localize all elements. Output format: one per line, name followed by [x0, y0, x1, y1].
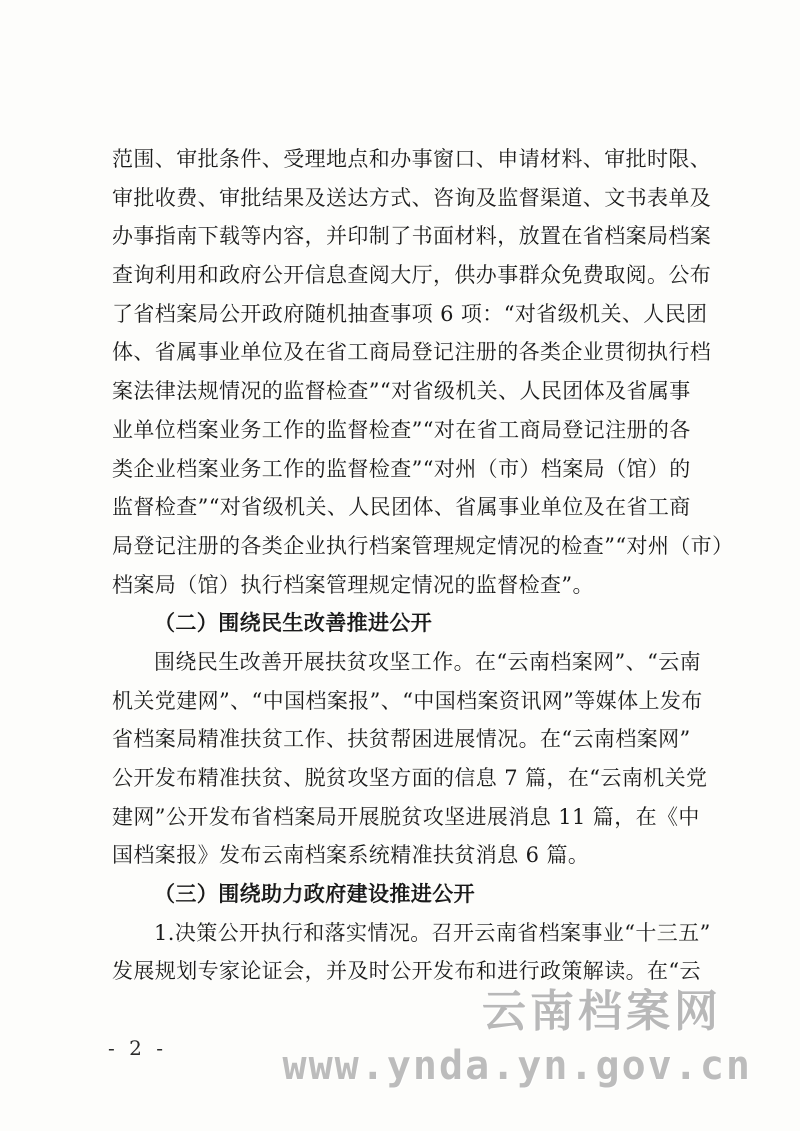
text-line: 体、省属事业单位及在省工商局登记注册的各类企业贯彻执行档: [112, 340, 712, 365]
section-heading: （二）围绕民生改善推进公开: [154, 610, 433, 636]
text-line: 案法律法规情况的监督检查”“对省级机关、人民团体及省属事: [112, 379, 691, 404]
watermark-title: 云南档案网: [482, 986, 722, 1037]
text-line: 发展规划专家论证会，并及时公开发布和进行政策解读。在“云: [112, 959, 701, 984]
text-line: 局登记注册的各类企业执行档案管理规定情况的检查”“对州（市）: [112, 533, 734, 558]
text-line: 审批收费、审批结果及送达方式、咨询及监督渠道、文书表单及: [112, 185, 712, 210]
text-line: 1.决策公开执行和落实情况。召开云南省档案事业“十三五”: [154, 920, 711, 945]
text-line: 国档案报》发布云南档案系统精准扶贫消息 6 篇。: [112, 843, 590, 868]
text-line: 省档案局精准扶贫工作、扶贫帮困进展情况。在“云南档案网”: [112, 727, 691, 752]
text-line: 档案局（馆）执行档案管理规定情况的监督检查”。: [112, 572, 594, 597]
watermark-url: www.ynda.yn.gov.cn: [282, 1043, 752, 1089]
text-line: 监督检查”“对省级机关、人民团体、省属事业单位及在省工商: [112, 495, 691, 520]
section-heading: （三）围绕助力政府建设推进公开: [154, 881, 475, 907]
text-line: 了省档案局公开政府随机抽查事项 6 项：“对省级机关、人民团: [112, 301, 708, 326]
text-line: 机关党建网”、“中国档案报”、“中国档案资讯网”等媒体上发布: [112, 688, 703, 713]
text-line: 范围、审批条件、受理地点和办事窗口、申请材料、审批时限、: [112, 147, 712, 171]
text-line: 公开发布精准扶贫、脱贫攻坚方面的信息 7 篇，在“云南机关党: [112, 766, 708, 790]
text-line: 业单位档案业务工作的监督检查”“对在省工商局登记注册的各: [112, 417, 691, 442]
watermark: [283, 975, 752, 1089]
text-line: 类企业档案业务工作的监督检查”“对州（市）档案局（馆）的: [112, 456, 691, 481]
text-line: 查询利用和政府公开信息查阅大厅，供办事群众免费取阅。公布: [112, 263, 712, 288]
document-body: [112, 140, 734, 991]
text-line: 办事指南下载等内容，并印制了书面材料，放置在省档案局档案: [112, 224, 712, 249]
page-number: - 2 -: [108, 1036, 167, 1060]
text-line: 建网”公开发布省档案局开展脱贫攻坚进展消息 11 篇，在《中: [112, 804, 700, 829]
text-line: 围绕民生改善开展扶贫攻坚工作。在“云南档案网”、“云南: [154, 649, 702, 674]
